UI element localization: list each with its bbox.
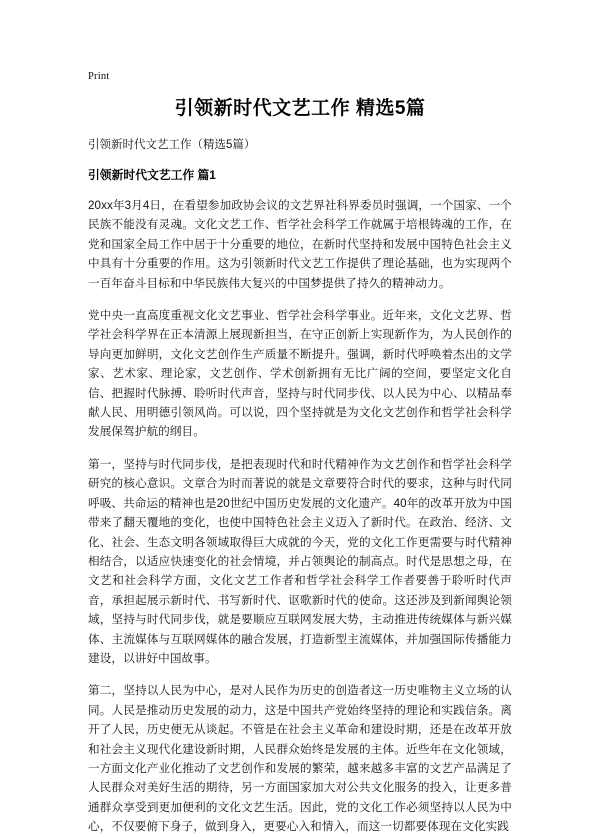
section-heading: 引领新时代文艺工作 篇1 xyxy=(88,168,216,182)
print-link[interactable]: Print xyxy=(88,71,110,82)
body-paragraph: 第二，坚持以人民为中心，是对人民作为历史的创造者这一历史唯物主义立场的认同。人民是推动历史发展的动力，这是中国共产党始终坚持的理论和实践信条。离开了人民，历史便无从谈起。不管是在社会主义革命和建设时期，还是在改革开放和社会主义现代化建设新时期，人民群众始终是发展的主体。近些年在文化领域，一方面文化产业化推动了文艺创作和发展的繁荣，越来越多丰富的文艺产品满足了人民群众对美好生活的期待，另一方面国家加大对公共文化服务的投入，让更多普通群众享受到更加便利的文化文艺生活。因此，党的文化工作必须坚持以人民为中心，不仅要俯下身子，做到身入，更要心入和情入，而这一切都要体现在文化实践 xyxy=(88,684,512,834)
body-paragraph: 第一，坚持与时代同步伐，是把表现时代和时代精神作为文艺创作和哲学社会科学研究的核心意识。文章合为时而著说的就是文章要符合时代的要求，这种与时代同呼吸、共命运的精神也是20世纪中国历史发展的文化遗产。40年的改革开放为中国带来了翻天覆地的变化，也使中国特色社会主义迈入了新时代。在政治、经济、文化、社会、生态文明各领域取得巨大成就的今天，党的文化工作更需要与时代精神相结合，以适应快速变化的社会情境，并占领舆论的制高点。时代是思想之母，在文艺和社会科学方面，文化文艺工作者和哲学社会科学工作者要善于聆听时代声音，承担起展示新时代、书写新时代、讴歌新时代的使命。这还涉及到新闻舆论领域，坚持与时代同步伐，就是要顺应互联网发展大势，主动推进传统媒体与新兴媒体、主流媒体与互联网媒体的融合发展，打造新型主流媒体，并加强国际传播能力建设，以讲好中国故事。 xyxy=(88,457,512,665)
document-subtitle: 引领新时代文艺工作（精选5篇） xyxy=(88,139,256,151)
page-title: 引领新时代文艺工作 精选5篇 xyxy=(174,98,426,119)
body-paragraph: 20xx年3月4日，在看望参加政协会议的文艺界社科界委员时强调，一个国家、一个民族不能没有灵魂。文化文艺工作、哲学社会科学工作就属于培根铸魂的工作，在党和国家全局工作中居于十分重要的地位，在新时代坚持和发展中国特色社会主义中具有十分重要的作用。这为引领新时代文艺工作提供了理论基础，也为实现两个一百年奋斗目标和中华民族伟大复兴的中国梦提供了持久的精神动力。 xyxy=(88,199,512,290)
body-paragraph: 党中央一直高度重视文化文艺事业、哲学社会科学事业。近年来，文化文艺界、哲学社会科学界在正本清源上展现新担当，在守正创新上实现新作为，为人民创作的导向更加鲜明，文化文艺创作生产质量不断提升。强调，新时代呼唤着杰出的文学家、艺术家、理论家，文艺创作、学术创新拥有无比广阔的空间，要坚定文化自信、把握时代脉搏、聆听时代声音，坚持与时代同步伐、以人民为中心、以精品奉献人民、用明德引领风尚。可以说，四个坚持就是为文化文艺创作和哲学社会科学发展保驾护航的纲目。 xyxy=(88,309,512,439)
document-body xyxy=(88,96,512,837)
